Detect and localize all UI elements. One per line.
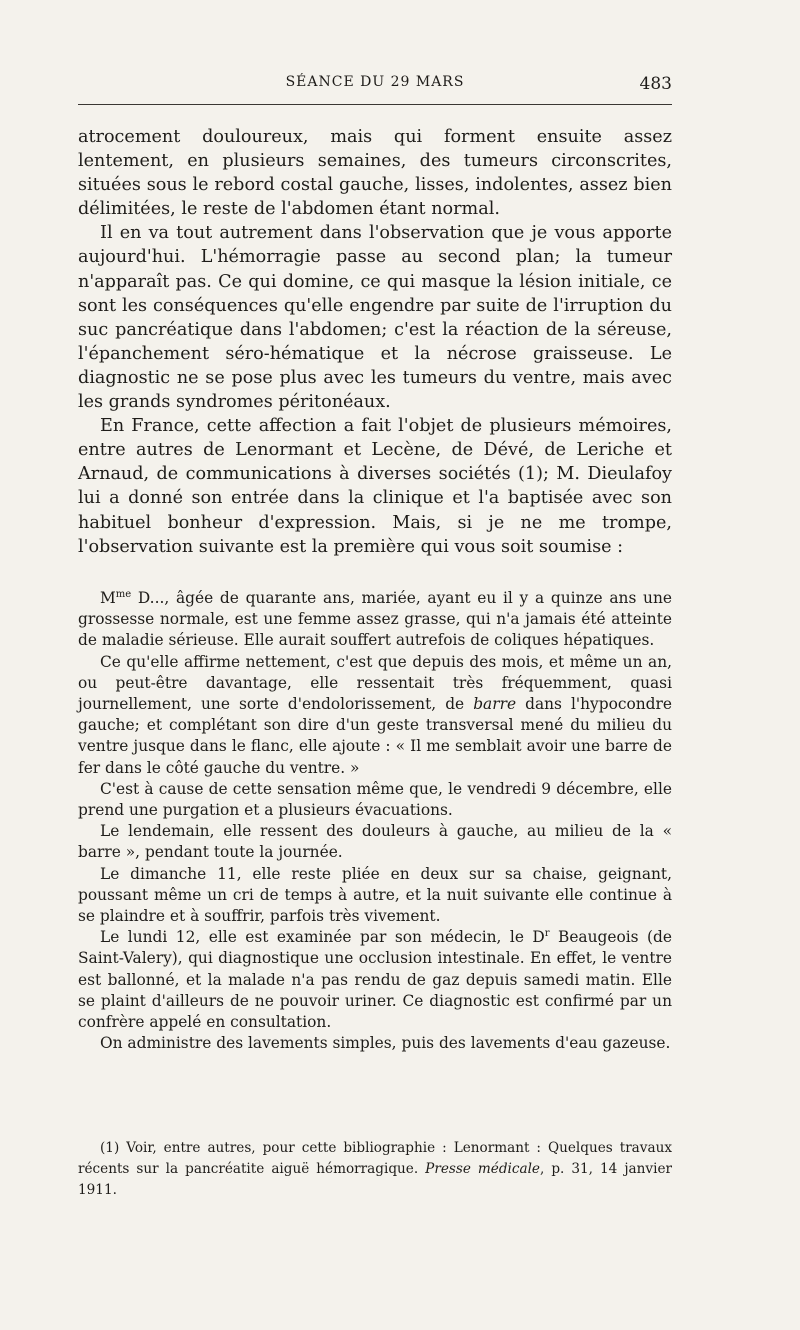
paragraph: En France, cette affection a fait l'objet de plusieurs mémoires, entre autres de Lenormant et Lecène, de Dévé, de Leriche et Arnaud, de communications à diverses sociétés (1); M. Dieulafoy lui a donné son entrée dans la clinique et l'a baptisée avec son habituel bonheur d'expression. Mais, si je ne me trompe, l'observation suivante est la première qui vous soit soumise : <box>78 416 672 557</box>
observation-paragraph: Le lendemain, elle ressent des douleurs à gauche, au milieu de la « barre », pendant toute la journée. <box>78 822 672 862</box>
paragraph: Il en va tout autrement dans l'observation que je vous apporte aujourd'hui. L'hémorragie passe au second plan; la tumeur n'apparaît pas. Ce qui domine, ce qui masque la lésion initiale, ce sont les conséquences qu'elle engendre par suite de l'irruption du suc pancréatique dans l'abdomen; c'est la réaction de la séreuse, l'épanchement séro-hématique et la nécrose graisseuse. Le diagnostic ne se pose plus avec les tumeurs du ventre, mais avec les grands syndromes péritonéaux. <box>78 223 672 413</box>
title-abbreviation: M <box>100 589 116 607</box>
footnote: (1) Voir, entre autres, pour cette bibliographie : Lenormant : Quelques travaux récents sur la pancréatite aiguë hémorragique. Presse médicale, p. 31, 14 janvier 1911. <box>78 1140 672 1198</box>
observation-paragraph: On administre des lavements simples, puis des lavements d'eau gazeuse. <box>100 1034 671 1053</box>
running-head <box>78 74 672 96</box>
observation-paragraph: Le dimanche 11, elle reste pliée en deux sur sa chaise, geignant, poussant même un cri de temps à autre, et la nuit suivante elle continue à se plaindre et à souffrir, parfois très vivement. <box>78 864 672 926</box>
main-text <box>78 125 672 559</box>
observation-paragraph: $M^{me}$ D..., âgée de quarante ans, mariée, ayant eu il y a quinze ans une grossesse normale, est une femme assez grasse, qui n'a jamais été atteinte de maladie sérieuse. Elle aurait souffert autrefois de coliques hépatiques. <box>78 588 672 650</box>
case-observation <box>78 588 672 1054</box>
observation-paragraph: C'est à cause de cette sensation même que, le vendredi 9 décembre, elle prend une purgation et a plusieurs évacuations. <box>78 779 672 820</box>
observation-paragraph: Ce qu'elle affirme nettement, c'est que depuis des mois, et même un an, ou peut-être davantage, elle ressentait très fréquemment, quasi journellement, une sorte d'endolorissement, de barre dans l'hypocondre gauche; et complétant son dire d'un geste transversal mené du milieu du ventre jusque dans le flanc, elle ajoute : « Il me semblait avoir une barre de fer dans le côté gauche du ventre. » <box>78 652 672 777</box>
italic-term: barre <box>473 695 517 714</box>
page-number: 483 <box>639 74 672 94</box>
superscript: r <box>544 928 550 940</box>
journal-title: Presse médicale <box>425 1161 540 1177</box>
superscript: me <box>115 588 132 600</box>
observation-paragraph: Le lundi 12, elle est examinée par son médecin, le $D^r$ Beaugeois (de Saint-Valery), qui diagnostique une occlusion intestinale. En effet, le ventre est ballonné, et la malade n'a pas rendu de gaz depuis samedi matin. Elle se plaint d'ailleurs de ne pouvoir uriner. Ce diagnostic est confirmé par un confrère appelé en consultation. <box>78 928 672 1032</box>
paragraph-continued: atrocement douloureux, mais qui forment ensuite assez lentement, en plusieurs semaines, des tumeurs circonscrites, situées sous le rebord costal gauche, lisses, indolentes, assez bien délimitées, le reste de l'abdomen étant normal. <box>78 127 672 220</box>
header-rule <box>78 104 672 105</box>
running-title: SÉANCE DU 29 MARS <box>285 74 465 90</box>
